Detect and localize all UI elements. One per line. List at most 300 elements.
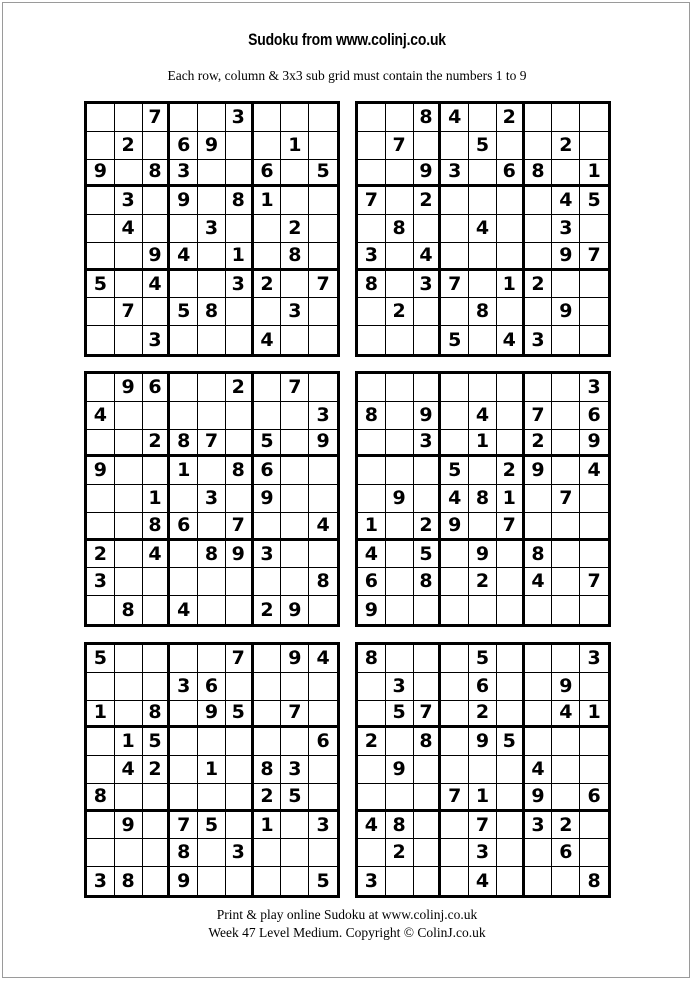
sudoku-cell: 4 <box>309 513 337 541</box>
sudoku-cell: 3 <box>143 326 171 354</box>
sudoku-cell: 9 <box>580 430 608 458</box>
sudoku-cell: 5 <box>414 541 442 569</box>
sudoku-cell <box>497 402 525 430</box>
sudoku-cell <box>281 728 309 756</box>
sudoku-cell: 8 <box>254 756 282 784</box>
sudoku-cell: 9 <box>469 541 497 569</box>
sudoku-cell: 9 <box>115 812 143 840</box>
sudoku-cell: 5 <box>198 812 226 840</box>
sudoku-cell <box>386 568 414 596</box>
sudoku-cell <box>441 243 469 271</box>
sudoku-cell <box>386 374 414 402</box>
sudoku-cell: 6 <box>469 673 497 701</box>
sudoku-cell <box>552 160 580 188</box>
footer-line-1: Print & play online Sudoku at www.colinj.co.uk <box>216 907 478 922</box>
sudoku-cell <box>87 104 115 132</box>
sudoku-cell: 4 <box>552 187 580 215</box>
sudoku-cell <box>469 271 497 299</box>
sudoku-cell: 5 <box>580 187 608 215</box>
sudoku-cell <box>281 104 309 132</box>
sudoku-cell: 8 <box>469 298 497 326</box>
sudoku-cell <box>254 701 282 729</box>
sudoku-cell: 5 <box>441 457 469 485</box>
sudoku-cell: 6 <box>254 457 282 485</box>
sudoku-cell <box>143 402 171 430</box>
sudoku-cell <box>552 104 580 132</box>
sudoku-cell: 2 <box>226 374 254 402</box>
sudoku-cell <box>441 215 469 243</box>
sudoku-grid-3 <box>84 371 340 627</box>
sudoku-cell: 2 <box>386 839 414 867</box>
sudoku-cell: 1 <box>580 701 608 729</box>
sudoku-cell <box>358 485 386 513</box>
sudoku-cell <box>386 728 414 756</box>
sudoku-cell <box>386 104 414 132</box>
sudoku-cell <box>525 839 553 867</box>
sudoku-cell: 7 <box>170 812 198 840</box>
sudoku-cell <box>143 132 171 160</box>
sudoku-cell <box>281 541 309 569</box>
sudoku-cell: 8 <box>414 728 442 756</box>
sudoku-cell <box>281 513 309 541</box>
sudoku-cell <box>115 430 143 458</box>
sudoku-cell: 3 <box>414 271 442 299</box>
sudoku-cell: 1 <box>469 784 497 812</box>
sudoku-cell <box>580 673 608 701</box>
sudoku-cell <box>580 839 608 867</box>
sudoku-cell <box>226 402 254 430</box>
sudoku-cell <box>441 132 469 160</box>
sudoku-cell <box>525 104 553 132</box>
sudoku-cell: 5 <box>226 701 254 729</box>
sudoku-cell <box>580 271 608 299</box>
sudoku-cell <box>580 596 608 624</box>
sudoku-cell <box>254 374 282 402</box>
sudoku-cell: 9 <box>198 132 226 160</box>
sudoku-cell: 4 <box>115 756 143 784</box>
sudoku-cell <box>386 457 414 485</box>
sudoku-cell <box>198 728 226 756</box>
sudoku-cell <box>580 756 608 784</box>
sudoku-cell <box>143 187 171 215</box>
sudoku-cell: 2 <box>497 104 525 132</box>
sudoku-cell <box>309 374 337 402</box>
sudoku-cell: 3 <box>358 243 386 271</box>
sudoku-cell <box>115 243 143 271</box>
sudoku-cell <box>226 568 254 596</box>
sudoku-cell <box>469 457 497 485</box>
sudoku-cell <box>115 568 143 596</box>
sudoku-cell <box>87 728 115 756</box>
sudoku-cell <box>170 104 198 132</box>
sudoku-cell <box>441 541 469 569</box>
sudoku-cell: 1 <box>497 485 525 513</box>
sudoku-cell: 3 <box>87 568 115 596</box>
sudoku-cell <box>525 701 553 729</box>
sudoku-cell <box>198 784 226 812</box>
sudoku-cell <box>115 271 143 299</box>
sudoku-cell: 7 <box>309 271 337 299</box>
sudoku-cell <box>358 374 386 402</box>
sudoku-cell <box>386 271 414 299</box>
sudoku-cell: 5 <box>309 160 337 188</box>
sudoku-cell <box>143 867 171 895</box>
sudoku-cell <box>115 485 143 513</box>
sudoku-cell <box>309 784 337 812</box>
sudoku-cell <box>226 326 254 354</box>
sudoku-cell <box>115 160 143 188</box>
sudoku-cell: 8 <box>587 869 601 892</box>
sudoku-cell <box>497 568 525 596</box>
sudoku-cell <box>469 513 497 541</box>
sudoku-cell: 8 <box>87 784 115 812</box>
sudoku-cell <box>309 839 337 867</box>
sudoku-cell <box>198 513 226 541</box>
sudoku-cell <box>497 673 525 701</box>
sudoku-cell <box>358 839 386 867</box>
sudoku-cell <box>87 215 115 243</box>
sudoku-cell <box>497 784 525 812</box>
sudoku-cell: 4 <box>309 645 337 673</box>
sudoku-cell <box>552 756 580 784</box>
sudoku-cell <box>143 784 171 812</box>
sudoku-cell <box>469 596 497 624</box>
sudoku-cell <box>170 756 198 784</box>
sudoku-cell: 5 <box>143 728 171 756</box>
sudoku-cell: 4 <box>115 215 143 243</box>
sudoku-cell: 3 <box>441 160 469 188</box>
sudoku-cell: 5 <box>170 298 198 326</box>
sudoku-cell: 7 <box>115 298 143 326</box>
sudoku-cell: 2 <box>143 756 171 784</box>
sudoku-cell <box>170 701 198 729</box>
sudoku-cell <box>525 596 553 624</box>
sudoku-cell: 2 <box>386 298 414 326</box>
sudoku-cell: 8 <box>358 271 386 299</box>
sudoku-cell <box>170 541 198 569</box>
sudoku-grid-1 <box>84 101 340 357</box>
sudoku-cell: 1 <box>254 187 282 215</box>
sudoku-cell: 2 <box>358 728 386 756</box>
sudoku-cell <box>497 756 525 784</box>
sudoku-cell <box>386 402 414 430</box>
sudoku-cell <box>441 430 469 458</box>
sudoku-cell <box>254 867 282 895</box>
sudoku-cell: 3 <box>254 541 282 569</box>
sudoku-cell <box>281 271 309 299</box>
sudoku-cell: 9 <box>309 430 337 458</box>
footer-line-2: Week 47 Level Medium. Copyright © ColinJ.co.uk <box>208 925 486 940</box>
sudoku-cell: 6 <box>143 374 171 402</box>
sudoku-cell <box>309 187 337 215</box>
sudoku-cell: 8 <box>170 430 198 458</box>
sudoku-cell <box>358 104 386 132</box>
sudoku-cell <box>198 457 226 485</box>
sudoku-cell <box>198 839 226 867</box>
sudoku-cell <box>254 839 282 867</box>
sudoku-cell: 6 <box>170 513 198 541</box>
sudoku-cell <box>497 701 525 729</box>
sudoku-cell: 7 <box>143 104 171 132</box>
sudoku-cell <box>87 132 115 160</box>
sudoku-cell <box>525 298 553 326</box>
sudoku-cell: 9 <box>281 645 309 673</box>
sudoku-cell <box>552 271 580 299</box>
sudoku-cell <box>87 513 115 541</box>
sudoku-cell: 2 <box>552 132 580 160</box>
sudoku-cell <box>226 485 254 513</box>
sudoku-cell <box>386 160 414 188</box>
sudoku-cell <box>414 374 442 402</box>
sudoku-cell: 4 <box>580 457 608 485</box>
sudoku-cell: 8 <box>198 298 226 326</box>
sudoku-cell: 9 <box>414 160 442 188</box>
sudoku-cell: 4 <box>552 701 580 729</box>
sudoku-cell <box>525 513 553 541</box>
sudoku-cell: 5 <box>87 645 115 673</box>
sudoku-cell: 3 <box>170 160 198 188</box>
sudoku-cell: 9 <box>552 243 580 271</box>
sudoku-cell <box>441 645 469 673</box>
sudoku-cell: 5 <box>441 326 469 354</box>
sudoku-cell <box>115 457 143 485</box>
sudoku-grid-6 <box>355 642 611 898</box>
sudoku-cell <box>115 839 143 867</box>
sudoku-cell <box>414 839 442 867</box>
sudoku-cell: 8 <box>170 839 198 867</box>
sudoku-cell: 5 <box>386 701 414 729</box>
sudoku-cell <box>143 645 171 673</box>
sudoku-cell <box>226 430 254 458</box>
sudoku-cell: 6 <box>497 160 525 188</box>
sudoku-cell <box>414 215 442 243</box>
sudoku-cell: 8 <box>309 568 337 596</box>
sudoku-cell: 7 <box>358 187 386 215</box>
sudoku-cell <box>115 513 143 541</box>
sudoku-cell <box>281 430 309 458</box>
sudoku-cell: 5 <box>316 869 330 892</box>
sudoku-cell: 4 <box>143 541 171 569</box>
page-title: Sudoku from www.colinj.co.uk <box>248 30 446 49</box>
sudoku-cell: 1 <box>198 756 226 784</box>
sudoku-cell: 2 <box>525 430 553 458</box>
sudoku-cell <box>525 132 553 160</box>
sudoku-cell <box>525 485 553 513</box>
sudoku-cell <box>87 839 115 867</box>
sudoku-cell <box>226 784 254 812</box>
sudoku-cell: 1 <box>87 701 115 729</box>
sudoku-grid-5 <box>84 642 340 898</box>
sudoku-cell <box>497 867 525 895</box>
sudoku-cell: 7 <box>552 485 580 513</box>
sudoku-cell: 2 <box>254 271 282 299</box>
sudoku-cell <box>497 812 525 840</box>
sudoku-cell: 3 <box>170 673 198 701</box>
sudoku-cell <box>170 485 198 513</box>
sudoku-cell <box>497 645 525 673</box>
sudoku-cell <box>525 215 553 243</box>
sudoku-cell: 2 <box>414 187 442 215</box>
sudoku-cell: 7 <box>414 701 442 729</box>
sudoku-cell <box>115 701 143 729</box>
sudoku-cell: 8 <box>198 541 226 569</box>
sudoku-cell <box>386 243 414 271</box>
sudoku-cell: 7 <box>226 513 254 541</box>
sudoku-cell: 2 <box>281 215 309 243</box>
sudoku-cell: 2 <box>497 457 525 485</box>
sudoku-cell: 3 <box>226 104 254 132</box>
sudoku-cell <box>469 187 497 215</box>
sudoku-cell: 3 <box>552 215 580 243</box>
sudoku-cell <box>414 867 442 895</box>
sudoku-cell <box>497 187 525 215</box>
sudoku-cell <box>87 673 115 701</box>
sudoku-cell: 6 <box>580 402 608 430</box>
sudoku-cell <box>441 812 469 840</box>
sudoku-cell: 8 <box>386 812 414 840</box>
sudoku-cell <box>580 132 608 160</box>
sudoku-cell <box>281 867 309 895</box>
sudoku-cell: 8 <box>115 596 143 624</box>
sudoku-cell <box>226 756 254 784</box>
sudoku-cell <box>552 402 580 430</box>
sudoku-cell: 9 <box>87 160 115 188</box>
sudoku-cell <box>87 298 115 326</box>
sudoku-cell: 2 <box>469 568 497 596</box>
sudoku-cell <box>281 568 309 596</box>
sudoku-cell <box>469 326 497 354</box>
sudoku-cell: 2 <box>552 812 580 840</box>
sudoku-cell <box>309 673 337 701</box>
sudoku-cell <box>170 568 198 596</box>
sudoku-cell: 1 <box>170 457 198 485</box>
sudoku-cell <box>254 568 282 596</box>
sudoku-cell: 9 <box>358 596 386 624</box>
sudoku-cell <box>226 596 254 624</box>
sudoku-cell <box>525 374 553 402</box>
sudoku-cell: 4 <box>441 104 469 132</box>
sudoku-cell <box>198 568 226 596</box>
sudoku-cell: 3 <box>580 374 608 402</box>
sudoku-cell: 4 <box>143 271 171 299</box>
sudoku-cell <box>281 457 309 485</box>
sudoku-cell: 3 <box>580 645 608 673</box>
sudoku-cell <box>309 756 337 784</box>
sudoku-cell <box>254 645 282 673</box>
sudoku-cell: 5 <box>469 132 497 160</box>
sudoku-cell: 9 <box>386 756 414 784</box>
sudoku-cell: 9 <box>226 541 254 569</box>
sudoku-cell <box>170 271 198 299</box>
sudoku-cell <box>254 402 282 430</box>
sudoku-cell <box>386 645 414 673</box>
sudoku-cell <box>254 243 282 271</box>
sudoku-cell <box>309 243 337 271</box>
sudoku-cell: 1 <box>580 160 608 188</box>
sudoku-cell <box>358 160 386 188</box>
sudoku-cell: 9 <box>281 596 309 624</box>
sudoku-cell <box>309 485 337 513</box>
sudoku-cell <box>309 701 337 729</box>
sudoku-cell <box>441 756 469 784</box>
sudoku-cell <box>309 132 337 160</box>
sudoku-cell <box>497 243 525 271</box>
sudoku-cell <box>309 298 337 326</box>
sudoku-cell: 1 <box>469 430 497 458</box>
sudoku-cell <box>552 596 580 624</box>
sudoku-cell <box>87 187 115 215</box>
sudoku-cell <box>198 104 226 132</box>
sudoku-cell <box>170 215 198 243</box>
sudoku-cell: 7 <box>226 645 254 673</box>
sudoku-cell: 5 <box>87 271 115 299</box>
sudoku-cell <box>198 326 226 354</box>
sudoku-cell <box>552 784 580 812</box>
sudoku-cell: 9 <box>525 457 553 485</box>
sudoku-cell: 3 <box>198 215 226 243</box>
sudoku-cell: 7 <box>441 784 469 812</box>
sudoku-cell: 2 <box>87 541 115 569</box>
sudoku-cell <box>143 457 171 485</box>
sudoku-cell: 4 <box>469 215 497 243</box>
sudoku-cell <box>358 673 386 701</box>
sudoku-cell: 1 <box>143 485 171 513</box>
sudoku-cell <box>170 402 198 430</box>
sudoku-cell: 8 <box>525 160 553 188</box>
sudoku-cell <box>281 485 309 513</box>
sudoku-cell <box>143 812 171 840</box>
sudoku-cell: 6 <box>254 160 282 188</box>
sudoku-cell <box>580 298 608 326</box>
sudoku-cell <box>497 215 525 243</box>
sudoku-cell <box>441 596 469 624</box>
sudoku-cell <box>525 645 553 673</box>
sudoku-cell <box>552 326 580 354</box>
sudoku-cell: 7 <box>281 374 309 402</box>
sudoku-cell <box>441 673 469 701</box>
sudoku-grid-4 <box>355 371 611 627</box>
sudoku-cell: 9 <box>198 701 226 729</box>
sudoku-cell <box>441 568 469 596</box>
sudoku-cell <box>580 541 608 569</box>
sudoku-cell <box>441 374 469 402</box>
sudoku-cell: 9 <box>441 513 469 541</box>
sudoku-cell: 6 <box>580 784 608 812</box>
sudoku-cell <box>309 104 337 132</box>
sudoku-cell: 3 <box>281 756 309 784</box>
sudoku-cell: 3 <box>198 485 226 513</box>
sudoku-cell <box>386 541 414 569</box>
sudoku-cell <box>552 513 580 541</box>
sudoku-cell <box>281 673 309 701</box>
sudoku-cell: 9 <box>469 728 497 756</box>
sudoku-cell <box>143 839 171 867</box>
sudoku-cell <box>198 867 226 895</box>
sudoku-cell <box>254 728 282 756</box>
sudoku-cell <box>358 298 386 326</box>
sudoku-cell: 9 <box>170 867 198 895</box>
sudoku-cell <box>115 541 143 569</box>
sudoku-cell <box>87 756 115 784</box>
sudoku-cell <box>281 160 309 188</box>
sudoku-cell: 8 <box>525 541 553 569</box>
sudoku-cell <box>198 645 226 673</box>
sudoku-cell: 4 <box>441 485 469 513</box>
sudoku-cell <box>386 867 414 895</box>
sudoku-cell <box>469 756 497 784</box>
sudoku-cell <box>198 243 226 271</box>
sudoku-cell: 4 <box>525 568 553 596</box>
